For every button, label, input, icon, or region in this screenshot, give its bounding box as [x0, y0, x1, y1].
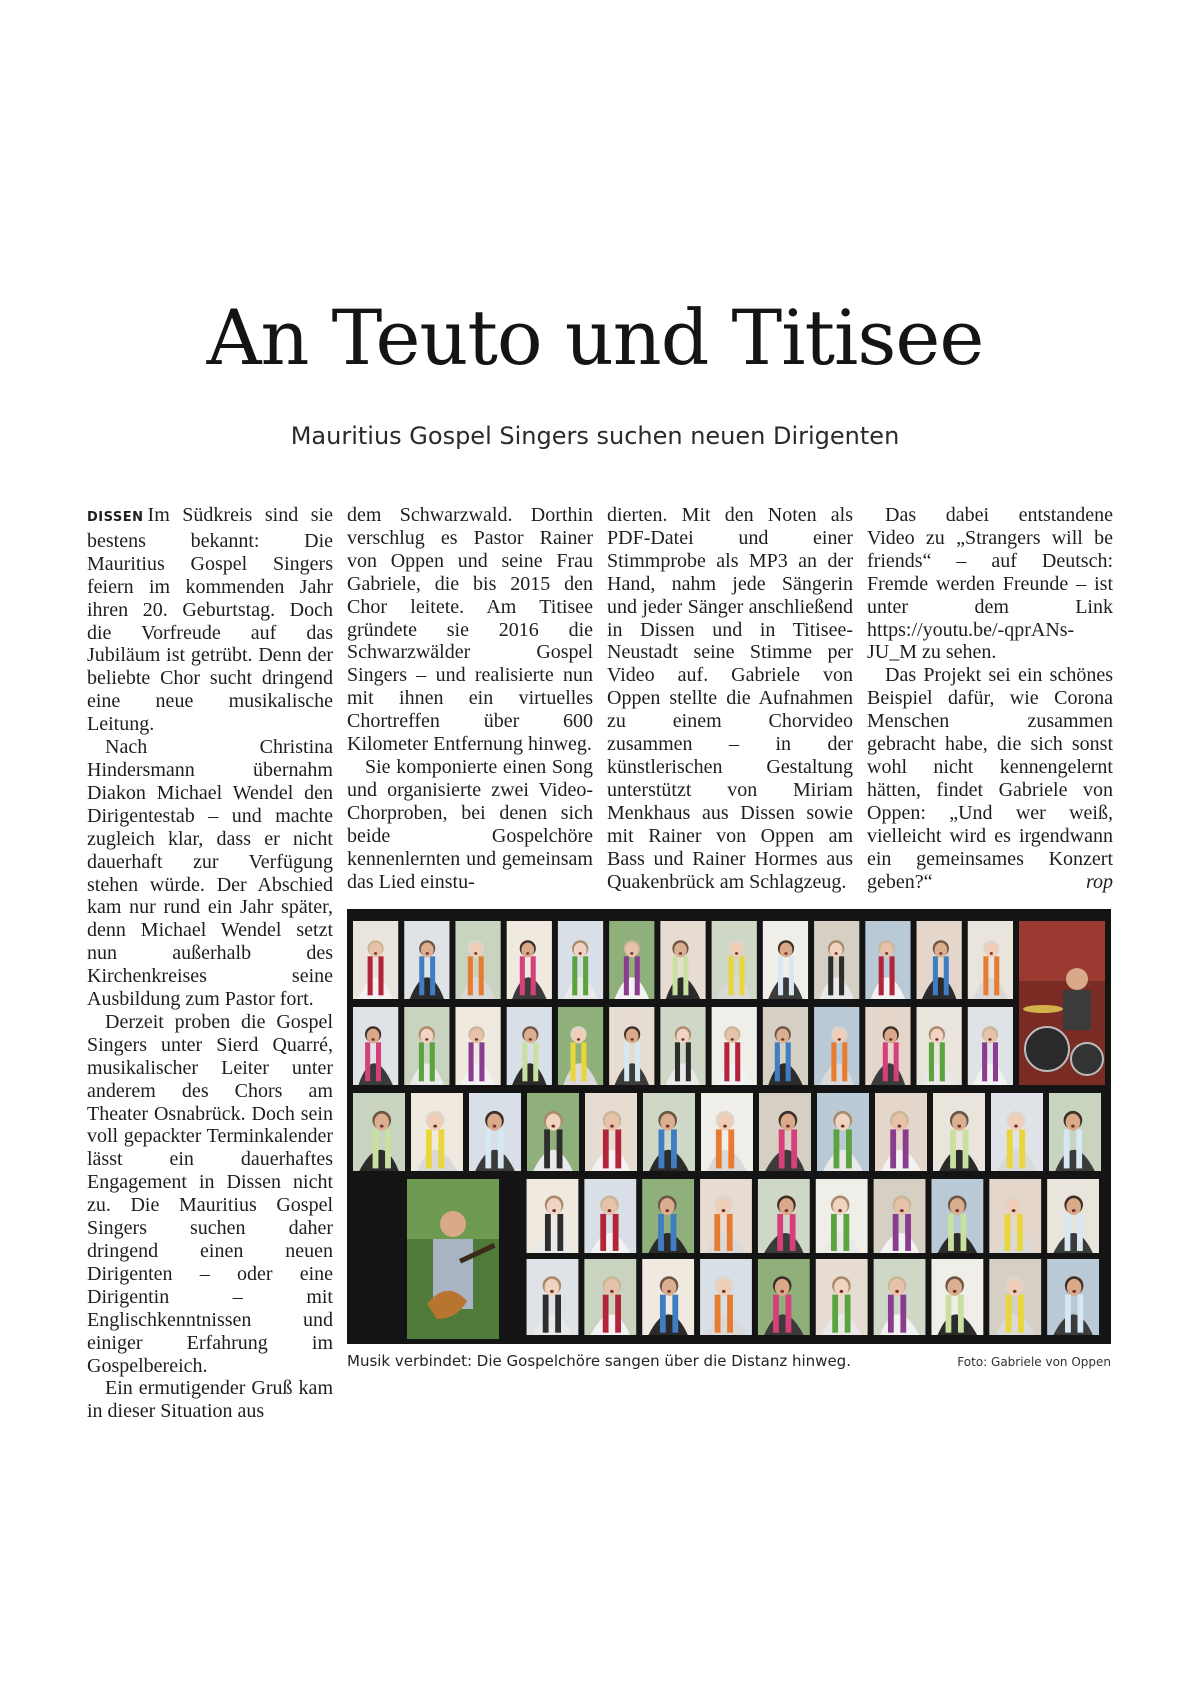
video-tile: [814, 921, 859, 999]
video-tile: [816, 1259, 868, 1335]
video-tile: [507, 1007, 552, 1085]
video-tile: [660, 921, 705, 999]
video-tile: [643, 1093, 695, 1171]
choir-video-collage-photo: [347, 909, 1111, 1344]
video-tile: [642, 1259, 694, 1335]
video-tile: [527, 1093, 579, 1171]
article-column-1: [87, 504, 333, 1423]
video-tile: [874, 1179, 926, 1253]
video-tile: [1049, 1093, 1101, 1171]
paragraph: Ein ermutigender Gruß kam in dieser Situation aus: [87, 1377, 333, 1423]
video-tile: [527, 1259, 579, 1335]
video-tile: [763, 1007, 808, 1085]
video-tile: [558, 921, 603, 999]
video-tile: [874, 1259, 926, 1335]
video-tile: [865, 1007, 910, 1085]
video-tile: [1047, 1259, 1099, 1335]
video-tile: [933, 1093, 985, 1171]
article-column-2: [347, 504, 593, 893]
paragraph: dem Schwarzwald. Dorthin verschlug es Pastor Rainer von Oppen und seine Frau Gabriele, die bis 2015 den Chor leitete. Am Titisee gründete sie 2016 die Schwarzwälder Gospel Singers – und realisierte nun mit ihnen ein virtuelles Chortreffen über 600 Kilometer Entfernung hinweg.: [347, 504, 593, 756]
video-tile: [584, 1259, 636, 1335]
paragraph: Nach Christina Hindersmann übernahm Diakon Michael Wendel den Dirigentestab – und machte zugleich klar, dass er nicht dauerhaft zur Verfügung stehen würde. Der Abschied kam nur rund ein Jahr später, denn Michael Wendel setzt nun außerhalb des Kirchenkreises seine Ausbildung zum Pastor fort.: [87, 736, 333, 1011]
author-initials: rop: [1085, 870, 1113, 893]
video-tile: [917, 921, 962, 999]
video-tile: [584, 1179, 636, 1253]
video-tile: [712, 921, 757, 999]
paragraph-text: Im Südkreis sind sie bestens bekannt: Die Mauritius Gospel Singers feiern im kommenden Jahr ihren 20. Geburtstag. Doch die Vorfreude auf das Jubiläum ist getrübt. Denn der beliebte Chor sucht dringend eine neue musikalische Leitung.: [87, 504, 333, 736]
video-tile: [700, 1259, 752, 1335]
video-tile: [700, 1179, 752, 1253]
video-tile: [865, 921, 910, 999]
drummer-tile: [1019, 921, 1105, 1085]
video-tile: [817, 1093, 869, 1171]
video-tile: [1047, 1179, 1099, 1253]
video-tile: [989, 1259, 1041, 1335]
video-tile: [353, 1093, 405, 1171]
photo-caption: Musik verbindet: Die Gospelchöre sangen über die Distanz hinweg.: [347, 1352, 851, 1370]
paragraph: Derzeit proben die Gospel Singers unter Sierd Quarré, musikalischer Leiter unter anderem des Chors am Theater Osnabrück. Doch sein voll gepackter Terminkalender lässt ein dauerhaftes Engagement in Dissen nicht zu. Die Mauritius Gospel Singers suchen daher dringend einen neuen Dirigenten – oder eine Dirigentin – mit Englischkenntnissen und einiger Erfahrung im Gospelbereich.: [87, 1010, 333, 1377]
paragraph-text: Das Projekt sei ein schönes Beispiel dafür, wie Corona Menschen zusammen gebracht habe, die sich sonst wohl nicht kennengelernt hätten, findet Gabriele von Oppen: „Und wer weiß, vielleicht wird es irgendwann ein gemeinsames Konzert geben?“: [867, 664, 1113, 893]
video-tile: [712, 1007, 757, 1085]
video-tile: [353, 921, 398, 999]
video-tile: [660, 1007, 705, 1085]
video-tile: [875, 1093, 927, 1171]
collage-graphic: [347, 909, 1111, 1344]
video-tile: [968, 1007, 1013, 1085]
paragraph: dierten. Mit den Noten als PDF-Datei und einer Stimmprobe als MP3 an der Hand, nahm jede Sängerin und jeder Sänger anschließend in Dissen und in Titisee-Neustadt seine Stimme per Video auf. Gabriele von Oppen stellte die Aufnahmen zu einem Chorvideo zusammen – in der künstlerischen Gestaltung unterstützt von Miriam Menkhaus aus Dissen sowie mit Rainer von Oppen am Bass und Rainer Hormes aus Quakenbrück am Schlagzeug.: [607, 504, 853, 893]
video-tile: [991, 1093, 1043, 1171]
paragraph: [87, 504, 333, 736]
video-tile: [931, 1179, 983, 1253]
paragraph: [867, 664, 1113, 893]
paragraph: Das dabei entstandene Video zu „Strangers will be friends“ – auf Deutsch: Fremde werden Freunde – ist unter dem Link https://youtu.be/-qprANs-JU_M zu sehen.: [867, 504, 1113, 664]
video-tile: [816, 1179, 868, 1253]
video-tile: [455, 1007, 500, 1085]
article-title: An Teuto und Titisee: [206, 293, 984, 382]
video-tile: [609, 1007, 654, 1085]
photo-credit: Foto: Gabriele von Oppen: [957, 1355, 1111, 1369]
video-tile: [558, 1007, 603, 1085]
video-tile: [411, 1093, 463, 1171]
video-tile: [763, 921, 808, 999]
video-tile: [701, 1093, 753, 1171]
video-tile: [404, 1007, 449, 1085]
video-tile: [609, 921, 654, 999]
article-subtitle: Mauritius Gospel Singers suchen neuen Dirigenten: [290, 422, 900, 450]
video-tile: [527, 1179, 579, 1253]
article-column-3: [607, 504, 853, 893]
dateline: DISSEN: [87, 510, 144, 525]
bassist-tile: [407, 1179, 499, 1339]
video-tile: [917, 1007, 962, 1085]
video-tile: [455, 921, 500, 999]
video-tile: [353, 1007, 398, 1085]
video-tile: [585, 1093, 637, 1171]
article-column-4: [867, 504, 1113, 893]
video-tile: [931, 1259, 983, 1335]
video-tile: [758, 1179, 810, 1253]
video-tile: [469, 1093, 521, 1171]
video-tile: [814, 1007, 859, 1085]
video-tile: [968, 921, 1013, 999]
video-tile: [758, 1259, 810, 1335]
paragraph: Sie komponierte einen Song und organisierte zwei Video-Chorproben, bei denen sich beide Gospelchöre kennenlernten und gemeinsam das Lied einstu-: [347, 755, 593, 893]
video-tile: [642, 1179, 694, 1253]
video-tile: [989, 1179, 1041, 1253]
video-tile: [507, 921, 552, 999]
video-tile: [404, 921, 449, 999]
video-tile: [759, 1093, 811, 1171]
